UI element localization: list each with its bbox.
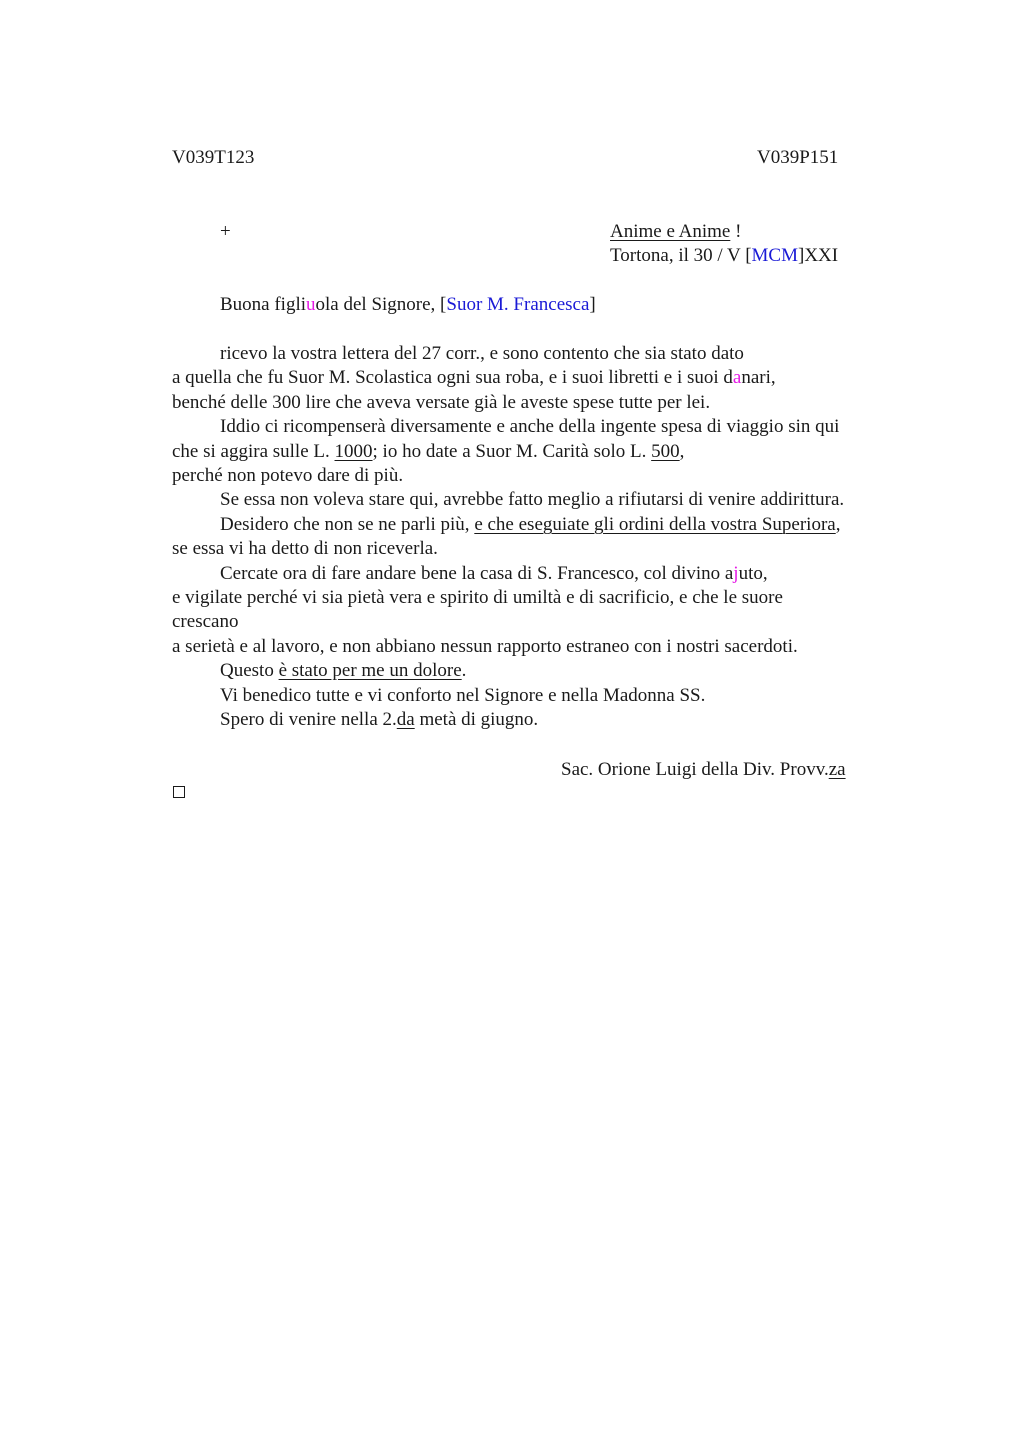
body-correction: a [732,367,742,389]
body-text: Spero di venire nella 2. [220,709,397,731]
motto-text: Anime e Anime [610,221,731,242]
cross-mark: + [220,221,231,242]
body-text: Desidero che non se ne parli più, [220,513,475,535]
body-line: Se essa non voleva stare qui, avrebbe fatto meglio a rifiutarsi di venire addirittura. [220,489,845,511]
body-line: perché non potevo dare di più. [172,465,404,487]
salutation-text: Buona figli [220,294,307,315]
body-correction: j [733,562,739,584]
body-text: Cercate ora di fare andare bene la casa di S. Francesco, col divino a [220,562,734,584]
body-line [172,659,912,683]
body-line [172,562,912,586]
body-text: che si aggira sulle L. [172,440,335,462]
amount-underlined: 1000 [334,440,373,462]
signature-text: Sac. Orione Luigi della Div. Provv. [561,759,829,780]
checkbox-square-icon [173,786,185,798]
body-line: benché delle 300 lire che aveva versate già le aveste spese tutte per lei. [172,391,711,413]
body-line [172,366,912,390]
body-line: a serietà e al lavoro, e non abbiano nessun rapporto estraneo con i nostri sacerdoti. [172,635,798,657]
body-text: . [461,660,467,682]
signature-abbrev: za [828,759,846,780]
body-line [172,513,912,537]
body-underlined: da [396,709,415,731]
recipient-name: Suor M. Francesca [446,294,590,315]
body-underlined: è stato per me un dolore [278,660,462,682]
motto-suffix: ! [730,221,742,242]
body-line [172,440,912,464]
body-line: e vigilate perché vi sia pietà vera e spirito di umiltà e di sacrificio, e che le suore [172,587,783,609]
dateline-prefix: Tortona, il 30 / V [ [610,245,752,266]
body-line [172,708,912,732]
document-code-right: V039P151 [757,147,839,168]
body-text: metà di giugno. [414,709,539,731]
body-text: , [679,440,685,462]
motto [610,220,741,244]
salutation-text-2: ola del Signore, [ [315,294,447,315]
body-text: ; io ho date a Suor M. Carità solo L. [372,440,652,462]
body-underlined: e che eseguiate gli ordini della vostra Superiora [474,513,836,535]
dateline-century: MCM [751,245,798,266]
body-text: , [835,513,841,535]
body-text: a quella che fu Suor M. Scolastica ogni sua roba, e i suoi libretti e i suoi d [172,367,733,389]
body-text: Questo [220,660,279,682]
letter-body [172,342,912,733]
amount-underlined: 500 [651,440,680,462]
document-code-left: V039T123 [172,147,255,168]
salutation [220,293,596,317]
dateline [610,244,838,268]
body-text: nari, [741,367,776,389]
body-line: ricevo la vostra lettera del 27 corr., e sono contento che sia stato dato [220,343,744,364]
signature [561,758,846,782]
dateline-suffix: ]XXI [798,245,839,266]
body-text: uto, [738,562,768,584]
body-line: Vi benedico tutte e vi conforto nel Signore e nella Madonna SS. [220,684,706,706]
body-line: crescano [172,611,239,633]
body-line: Iddio ci ricompenserà diversamente e anche della ingente spesa di viaggio sin qui [220,416,840,438]
salutation-correction: u [306,294,316,315]
salutation-bracket: ] [589,294,596,315]
body-line: se essa vi ha detto di non riceverla. [172,538,438,560]
